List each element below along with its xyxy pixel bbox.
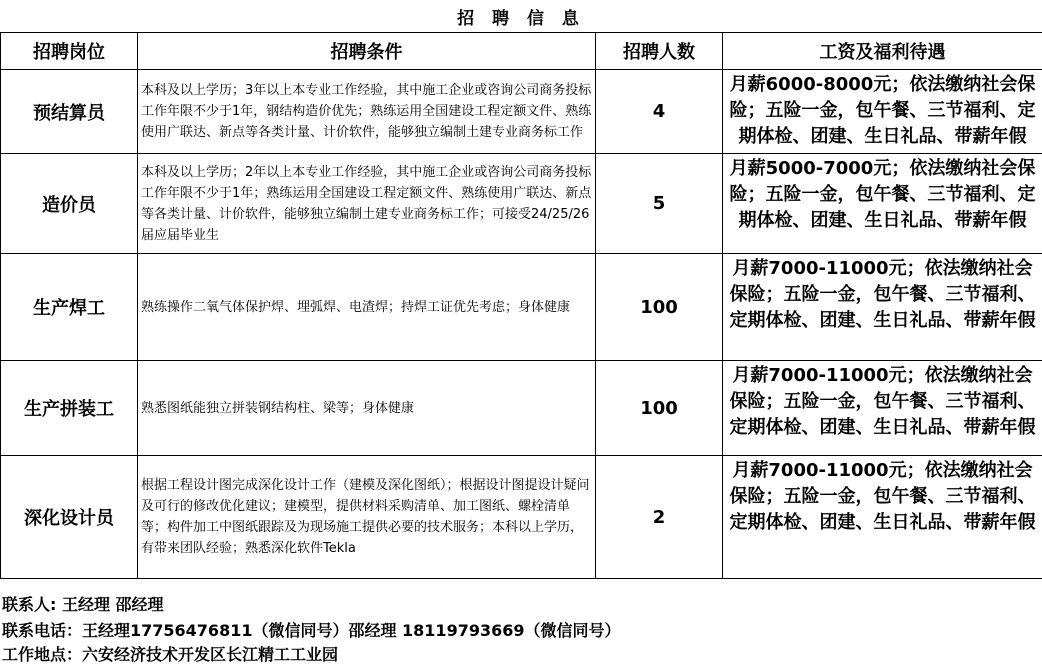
requirements-cell: 熟悉图纸能独立拼装钢结构柱、梁等；身体健康 — [138, 361, 596, 456]
table-row — [1, 254, 1042, 361]
position-cell: 生产拼装工 — [1, 361, 138, 456]
position-cell: 预结算员 — [1, 70, 138, 154]
position-cell: 造价员 — [1, 154, 138, 254]
header-row — [1, 33, 1042, 70]
requirements-cell: 熟练操作二氧气体保护焊、埋弧焊、电渣焊；持焊工证优先考虑；身体健康 — [138, 254, 596, 361]
count-cell: 100 — [596, 361, 723, 456]
count-cell: 2 — [596, 456, 723, 579]
benefits-text: 月薪7000-11000元；依法缴纳社会保险；五险一金，包午餐、三节福利、定期体检、团建、生日礼品、带薪年假 — [729, 365, 1036, 438]
count-cell: 4 — [596, 70, 723, 154]
benefits-cell — [723, 154, 1042, 254]
position-cell: 深化设计员 — [1, 456, 138, 579]
count-cell: 5 — [596, 154, 723, 254]
contact-person: 联系人: 王经理 邵经理 — [2, 595, 164, 614]
contact-phone: 联系电话：王经理17756476811（微信同号）邵经理 18119793669（微信同号） — [2, 621, 621, 640]
recruitment-table — [0, 32, 1042, 579]
header-count: 招聘人数 — [596, 33, 723, 70]
position-cell: 生产焊工 — [1, 254, 138, 361]
benefits-text: 月薪6000-8000元；依法缴纳社会保险；五险一金，包午餐、三节福利、定期体检、团建、生日礼品、带薪年假 — [729, 74, 1036, 147]
page-title: 招 聘 信 息 — [457, 9, 585, 29]
header-benefits: 工资及福利待遇 — [723, 33, 1042, 70]
benefits-text: 月薪7000-11000元；依法缴纳社会保险；五险一金，包午餐、三节福利、定期体检、团建、生日礼品、带薪年假 — [729, 460, 1036, 533]
header-requirements: 招聘条件 — [138, 33, 596, 70]
requirements-cell: 本科及以上学历；3年以上本专业工作经验，其中施工企业或咨询公司商务投标工作年限不少于1年，钢结构造价优先；熟练运用全国建设工程定额文件、熟练使用广联达、新点等各类计量、计价软件，能够独立编制土建专业商务标工作 — [138, 70, 596, 154]
benefits-cell — [723, 456, 1042, 579]
table-row — [1, 361, 1042, 456]
requirements-cell: 本科及以上学历；2年以上本专业工作经验，其中施工企业或咨询公司商务投标工作年限不少于1年；熟练运用全国建设工程定额文件、熟练使用广联达、新点等各类计量、计价软件，能够独立编制土建专业商务标工作；可接受24/25/26届应届毕业生 — [138, 154, 596, 254]
count-cell: 100 — [596, 254, 723, 361]
header-position: 招聘岗位 — [1, 33, 138, 70]
benefits-text: 月薪7000-11000元；依法缴纳社会保险；五险一金，包午餐、三节福利、定期体检、团建、生日礼品、带薪年假 — [729, 258, 1036, 331]
table-row — [1, 456, 1042, 579]
benefits-cell — [723, 361, 1042, 456]
table-row — [1, 70, 1042, 154]
table-row — [1, 154, 1042, 254]
benefits-cell — [723, 70, 1042, 154]
work-address: 工作地点：六安经济技术开发区长江精工工业园 — [2, 645, 339, 664]
benefits-cell — [723, 254, 1042, 361]
requirements-cell: 根据工程设计图完成深化设计工作（建模及深化图纸）；根据设计图提设计疑问及可行的修改优化建议；建模型，提供材料采购清单、加工图纸、螺栓清单等；构件加工中图纸跟踪及为现场施工提供必要的技术服务；本科以上学历，有带来团队经验；熟悉深化软件Tekla — [138, 456, 596, 579]
benefits-text: 月薪5000-7000元；依法缴纳社会保险；五险一金，包午餐、三节福利、定期体检、团建、生日礼品、带薪年假 — [729, 158, 1036, 231]
